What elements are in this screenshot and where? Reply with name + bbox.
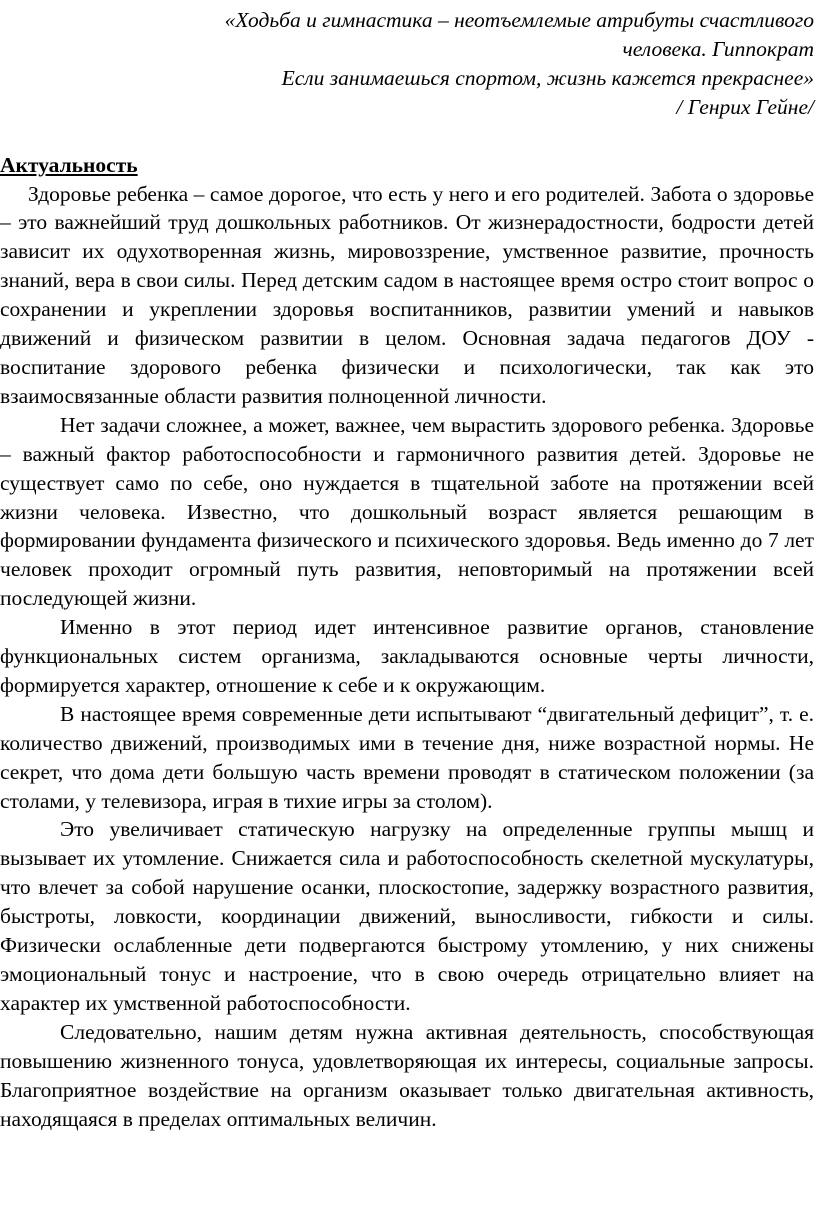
paragraph-6: Следовательно, нашим детям нужна активная деятельность, способствующая повышению жизненного тонуса, удовлетворяющая их интересы, социальные запросы. Благоприятное воздействие на организм оказывает только двигательная активность, находящаяся в пределах оптимальных величин. xyxy=(0,1019,814,1131)
epigraph-line-2: человека. Гиппократ xyxy=(622,36,814,61)
blank-line xyxy=(0,122,814,151)
epigraph-line-3: Если занимаешься спортом, жизнь кажется прекраснее» xyxy=(281,65,814,90)
paragraph-3: Именно в этот период идет интенсивное развитие органов, становление функциональных систем организма, закладываются основные черты личности, формируется характер, отношение к себе и к окружающим. xyxy=(0,615,814,697)
epigraph xyxy=(0,6,814,122)
paragraph-5: Это увеличивает статическую нагрузку на определенные группы мышц и вызывает их утомление. Снижается сила и работоспособность скелетной мускулатуры, что влечет за собой нарушение осанки, плоскостопие, задержку возрастного развития, быстроты, ловкости, координации движений, выносливости, гибкости и силы. Физически ослабленные дети подвергаются быстрому утомлению, у них снижены эмоциональный тонус и настроение, что в свою очередь отрицательно влияет на характер их умственной работоспособности. xyxy=(0,817,814,1015)
epigraph-line-1: «Ходьба и гимнастика – неотъемлемые атрибуты счастливого xyxy=(224,8,814,32)
paragraph-2: Нет задачи сложнее, а может, важнее, чем вырастить здорового ребенка. Здоровье – важный фактор работоспособности и гармоничного развития детей. Здоровье не существует само по себе, оно нуждается в тщательной заботе на протяжении всей жизни человека. Известно, что дошкольный возраст является решающим в формировании фундамента физического и психического здоровья. Ведь именно до 7 лет человек проходит огромный путь развития, неповторимый на протяжении всей последующей жизни. xyxy=(0,412,814,611)
paragraph-4: В настоящее время современные дети испытывают “двигательный дефицит”, т. е. количество движений, производимых ими в течение дня, ниже возрастной нормы. Не секрет, что дома дети большую часть времени проводят в статическом положении (за столами, у телевизора, играя в тихие игры за столом). xyxy=(0,701,814,813)
section-heading: Актуальность xyxy=(0,152,138,177)
epigraph-line-4: / Генрих Гейне/ xyxy=(676,94,814,119)
paragraph-1: Здоровье ребенка – самое дорогое, что есть у него и его родителей. Забота о здоровье – это важнейший труд дошкольных работников. От жизнерадостности, бодрости детей зависит их одухотворенная жизнь, мировоззрение, умственное развитие, прочность знаний, вера в свои силы. Перед детским садом в настоящее время остро стоит вопрос о сохранении и укреплении здоровья воспитанников, развитии умений и навыков движений и физическом развитии в целом. Основная задача педагогов ДОУ - воспитание здорового ребенка физически и психологически, так как это взаимосвязанные области развития полноценной личности. xyxy=(0,181,814,408)
